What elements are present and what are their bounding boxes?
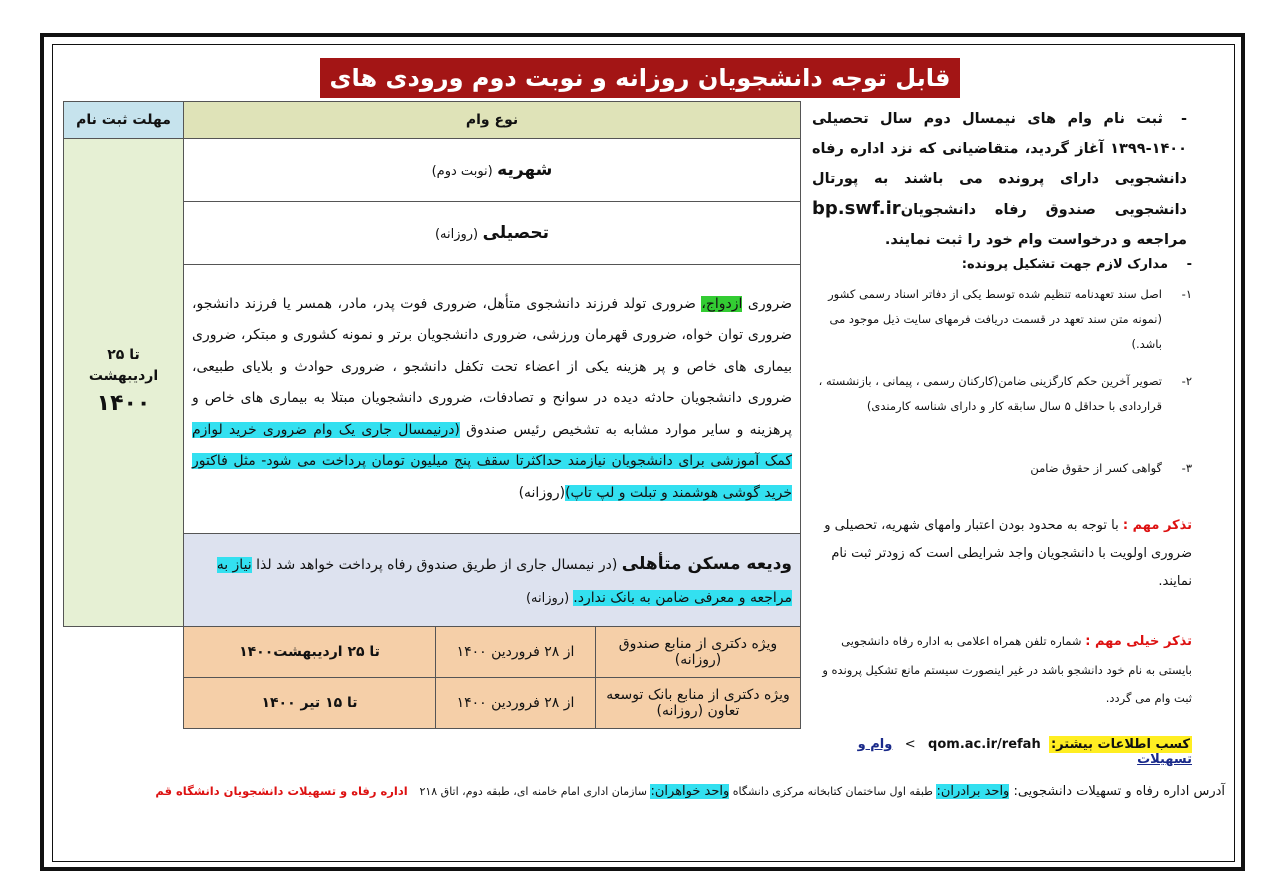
deposit-tail: (روزانه) [525, 591, 574, 607]
docs-title-text: مدارک لازم جهت تشکیل پرونده: [961, 257, 1168, 272]
sisters-label: واحد خواهران: [650, 784, 730, 799]
emergency-start: ضروری [747, 295, 792, 312]
phd-fund-from: از ۲۸ فروردین ۱۴۰۰ [436, 627, 596, 678]
info-arrow: > [904, 737, 916, 752]
phd-fund-label: ویژه دکتری از منابع صندوق (روزانه) [596, 627, 801, 678]
intro-text-b: مراجعه و درخواست وام خود را ثبت نمایند. [884, 232, 1187, 248]
emergency-tail: (روزانه) [518, 484, 566, 501]
docs-title [812, 257, 1192, 272]
tuition-label: شهریه [497, 160, 553, 180]
doc-number: ۱- [1181, 287, 1192, 301]
study-note: (روزانه) [434, 227, 479, 242]
doc-text: گواهی کسر از حقوق ضامن [1030, 461, 1162, 475]
very-important-note-label: تذکر خیلی مهم : [1085, 634, 1192, 649]
doc-text: تصویر آخرین حکم کارگزینی ضامن(کارکنان رسمی ، پیمانی ، بازنشسته ، قراردادی با حداقل ۵ سال سابقه کار و دارای شناسه کارمندی) [818, 374, 1162, 413]
bullet: - [1186, 257, 1192, 272]
loan-table [63, 101, 801, 729]
address-prefix: آدرس اداره رفاه و تسهیلات دانشجویی: [1009, 784, 1225, 799]
important-note-text: با توجه به محدود بودن اعتبار وامهای شهریه، تحصیلی و ضروری اولویت با دانشجویان واجد شرایطی است که زودتر ثبت نام نمایند. [824, 518, 1192, 589]
emergency-marriage: ازدواج، [701, 295, 743, 312]
info-site[interactable]: qom.ac.ir/refah [928, 737, 1041, 752]
bullet: - [1180, 111, 1187, 127]
more-info-label: کسب اطلاعات بیشتر: [1050, 737, 1190, 752]
brothers-text: طبقه اول ساختمان کتابخانه مرکزی دانشگاه [729, 785, 937, 798]
doc-item-3 [812, 456, 1192, 481]
deposit-highlight: نیاز به مراجعه و معرفی ضامن به بانک ندارد. [216, 556, 792, 607]
doc-number: ۳- [1181, 461, 1192, 475]
loans-link[interactable]: وام و تسهیلات [857, 737, 1192, 767]
important-note-label: تذکر مهم : [1122, 518, 1192, 533]
emergency-highlight: (درنیمسال جاری یک وام ضروری خرید لوازم کمک آموزشی برای دانشجویان نیازمند حداکثرتا سقف پنج میلیون تومان پرداخت می شود- مثل فاکتور خرید گوشی هوشمند و تبلت و لپ تاپ) [192, 421, 792, 501]
header-loan-type: نوع وام [184, 102, 801, 139]
table-row [64, 139, 801, 202]
row-tuition [184, 139, 801, 202]
office-signature: اداره رفاه و تسهیلات دانشجویان دانشگاه قم [155, 784, 408, 798]
row-study [184, 202, 801, 265]
main-deadline [64, 139, 184, 627]
doc-item-1 [812, 282, 1192, 357]
doc-item-2 [812, 369, 1192, 419]
row-emergency [184, 265, 801, 534]
phd-bank-label: ویژه دکتری از منابع بانک توسعه تعاون (روزانه) [596, 678, 801, 729]
header-deadline: مهلت ثبت نام [64, 102, 184, 139]
doc-number: ۲- [1181, 374, 1192, 388]
intro-paragraph [812, 104, 1187, 255]
deadline-line1: تا ۲۵ [107, 347, 140, 363]
sisters-text: سازمان اداری امام خامنه ای، طبقه دوم، اتاق ۲۱۸ [415, 785, 651, 798]
very-important-note [812, 627, 1192, 712]
portal-address: bp.swf.ir [812, 198, 901, 219]
table-row [64, 627, 801, 678]
important-note [812, 512, 1192, 596]
address-line [85, 784, 1225, 799]
brothers-label: واحد برادران: [936, 784, 1010, 799]
deposit-text: (در نیمسال جاری از طریق صندوق رفاه پرداخت خواهد شد لذا [251, 556, 622, 573]
table-row [64, 678, 801, 729]
deposit-title: ودیعه مسکن متأهلی [621, 553, 792, 574]
more-info [812, 737, 1192, 767]
table-header-row [64, 102, 801, 139]
row-deposit [184, 534, 801, 627]
deadline-line2: اردیبهشت [88, 368, 159, 384]
phd-bank-from: از ۲۸ فروردین ۱۴۰۰ [436, 678, 596, 729]
tuition-note: (نوبت دوم) [431, 164, 493, 179]
page-title: قابل توجه دانشجویان روزانه و نوبت دوم ورودی های [320, 58, 960, 98]
phd-bank-deadline: تا ۱۵ تیر ۱۴۰۰ [184, 678, 436, 729]
emergency-body: ضروری تولد فرزند دانشجوی متأهل، ضروری فوت پدر، مادر، همسر یا فرزند دانشجو، ضروری توان خواه، ضروری قهرمان ورزشی، ضروری دانشجویان برتر و نمونه کشوری و مبتکر، ضروری بیماری های خاص و پر هزینه یکی از اعضاء تحت تکفل دانشجو ، ضروری حوادث و بلایای طبیعی، ضروری دانشجویان حادثه دیده در سوانح و تصادفات، ضروری دانشجویان مبتلا به بیماری های خاص و پرهزینه و سایر موارد مشابه به تشخیص رئیس صندوق [192, 295, 793, 438]
intro-text-a: ثبت نام وام های نیمسال دوم سال تحصیلی ۱۴۰۰-۱۳۹۹ آغاز گردید، متقاضیانی که نزد اداره رفاه دانشجویی دارای پرونده می باشند به پورتال دانشجویی صندوق رفاه دانشجویان [812, 111, 1187, 218]
deadline-year: ۱۴۰۰ [96, 391, 151, 416]
phd-fund-deadline: تا ۲۵ اردیبهشت۱۴۰۰ [184, 627, 436, 678]
very-important-note-text: شماره تلفن همراه اعلامی به اداره رفاه دانشجویی بایستی به نام خود دانشجو باشد در غیر اینصورت سیستم مانع تشکیل پرونده و ثبت وام می گردد. [822, 634, 1192, 705]
study-label: تحصیلی [482, 223, 550, 243]
doc-text: اصل سند تعهدنامه تنظیم شده توسط یکی از دفاتر اسناد رسمی کشور (نمونه متن سند تعهد در قسمت دریافت فرمهای سایت ذیل موجود می باشد.) [828, 287, 1162, 351]
